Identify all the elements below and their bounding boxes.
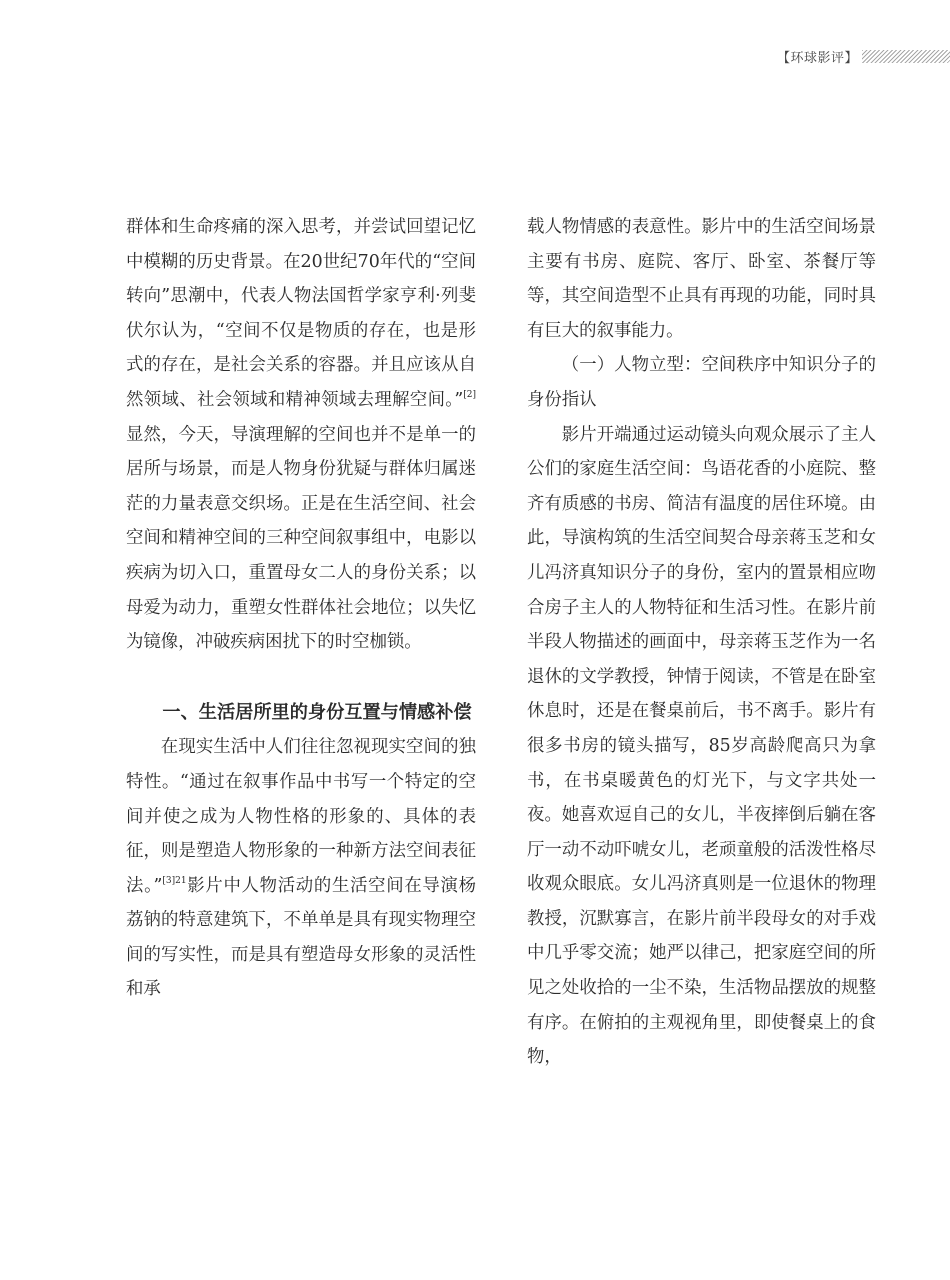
section-heading: 一、生活居所里的身份互置与情感补偿 [162, 701, 472, 723]
header-label: 【环球影评】 [776, 50, 858, 66]
paragraph-text: 影片中人物活动的生活空间在导演杨荔钠的特意建筑下，不单单是具有现实物理空间的写实性，而是具有塑造母女形象的灵活性和承 [126, 875, 476, 1000]
header-hatch-decoration [862, 50, 950, 63]
subsection-heading: （一）人物立型：空间秩序中知识分子的身份指认 [527, 355, 876, 410]
citation-marker: [3]21 [162, 875, 187, 886]
paragraph-text: 群体和生命疼痛的深入思考，并尝试回望记忆中模糊的历史背景。在20世纪70年代的“空间转向”思潮中，代表人物法国哲学家亨利·列斐伏尔认为，“空间不仅是物质的存在，也是形式的存在，是社会关系的容器。并且应该从自然领域、社会领域和精神领域去理解空间。” [126, 217, 476, 410]
paragraph [126, 730, 476, 1007]
running-header [777, 44, 950, 68]
left-column [126, 210, 476, 1007]
paragraph-continued [126, 210, 476, 660]
right-column [527, 210, 876, 1075]
paragraph-continued: 载人物情感的表意性。影片中的生活空间场景主要有书房、庭院、客厅、卧室、茶餐厅等等，其空间造型不止具有再现的功能，同时具有巨大的叙事能力。 [527, 217, 876, 341]
paragraph: 影片开端通过运动镜头向观众展示了主人公们的家庭生活空间：鸟语花香的小庭院、整齐有质感的书房、简洁有温度的居住环境。由此，导演构筑的生活空间契合母亲蒋玉芝和女儿冯济真知识分子的身份，室内的置景相应吻合房子主人的人物特征和生活习性。在影片前半段人物描述的画面中，母亲蒋玉芝作为一名退休的文学教授，钟情于阅读，不管是在卧室休息时，还是在餐桌前后，书不离手。影片有很多书房的镜头描写，85岁高龄爬高只为拿书，在书桌暖黄色的灯光下，与文字共处一夜。她喜欢逗自己的女儿，半夜摔倒后躺在客厅一动不动吓唬女儿，老顽童般的活泼性格尽收观众眼底。女儿冯济真则是一位退休的物理教授，沉默寡言，在影片前半段母女的对手戏中几乎零交流；她严以律己，把家庭空间的所见之处收拾的一尘不染，生活物品摆放的规整有序。在俯拍的主观视角里，即使餐桌上的食物， [527, 424, 876, 1068]
paragraph-text: 显然，今天，导演理解的空间也并不是单一的居所与场景，而是人物身份犹疑与群体归属迷茫的力量表意交织场。正是在生活空间、社会空间和精神空间的三种空间叙事组中，电影以疾病为切入口，重置母女二人的身份关系；以母爱为动力，重塑女性群体社会地位；以失忆为镜像，冲破疾病困扰下的时空枷锁。 [126, 424, 476, 653]
citation-marker: [2] [463, 389, 476, 400]
paragraph-text: 在现实生活中人们往往忽视现实空间的独特性。“通过在叙事作品中书写一个特定的空间并使之成为人物性格的形象的、具体的表征，则是塑造人物形象的一种新方法空间表征法。” [126, 737, 476, 896]
